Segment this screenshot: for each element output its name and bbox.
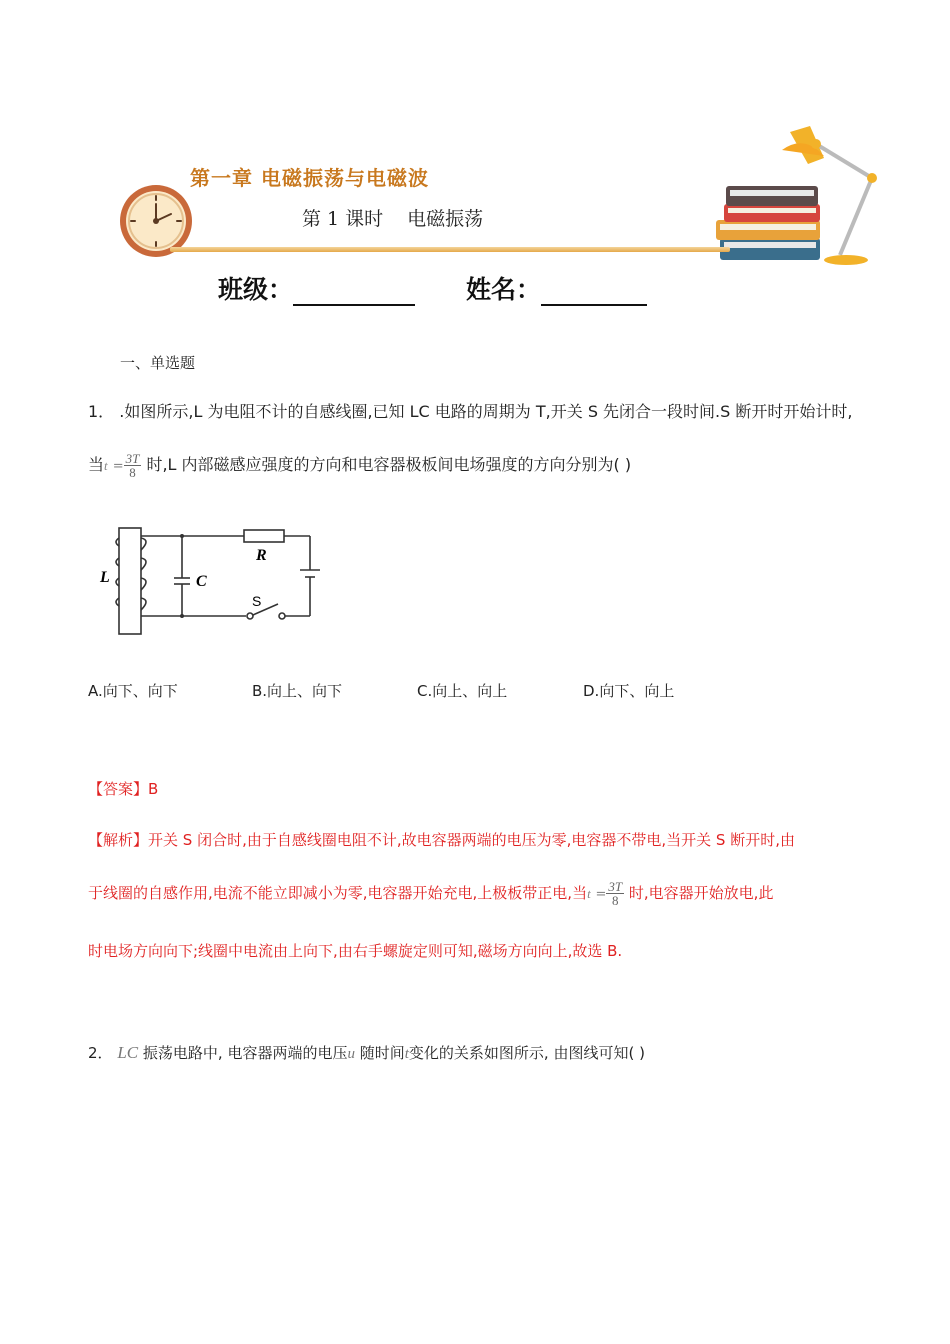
switch-label: S [252, 593, 262, 609]
q1-fraction: $\frac{3T}{8}$ [125, 451, 140, 480]
option-c[interactable]: C.向上、向上 [417, 682, 508, 700]
capacitor-label: C [196, 573, 207, 590]
lesson-name: 电磁振荡 [407, 208, 484, 230]
class-blank[interactable] [293, 278, 415, 306]
lc-circuit-diagram [96, 520, 328, 640]
books-lamp-illustration [712, 120, 890, 270]
option-b[interactable]: B.向上、向下 [252, 682, 343, 700]
analysis-fraction: $\frac{3T}{8}$ [608, 879, 623, 908]
q2-line: 2． LC 振荡电路中, 电容器两端的电压u 随时间t变化的关系如图所示, 由图线可知( ) [88, 1043, 645, 1062]
lesson-number: 第 1 课时 [302, 208, 384, 230]
analysis-line3: 时电场方向向下;线圈中电流由上向下,由右手螺旋定则可知,磁场方向向上,故选 B. [88, 942, 623, 960]
class-field [218, 270, 415, 306]
header-divider [170, 247, 730, 252]
option-d[interactable]: D.向下、向上 [583, 682, 675, 700]
name-label: 姓名： [466, 275, 542, 304]
q1-line2: 当t = $\frac{3T}{8}$ 时,L 内部磁感应强度的方向和电容器极板间电场强度的方向分别为( ) [88, 451, 632, 480]
name-blank[interactable] [541, 278, 647, 306]
answer-tag: 【答案】 [88, 780, 149, 798]
inductor-label: L [100, 569, 110, 586]
section-title: 一、单选题 [120, 354, 196, 372]
analysis-line1: 【解析】开关 S 闭合时,由于自感线圈电阻不计,故电容器两端的电压为零,电容器不带电,当开关 S 断开时,由 [88, 831, 795, 849]
chapter-title: 第一章 电磁振荡与电磁波 [190, 166, 429, 190]
option-a[interactable]: A.向下、向下 [88, 682, 178, 700]
class-label: 班级： [218, 275, 294, 304]
q1-line1: 1． .如图所示,L 为电阻不计的自感线圈,已知 LC 电路的周期为 T,开关 S 先闭合一段时间.S 断开时开始计时, [88, 402, 853, 421]
name-field [466, 270, 647, 306]
answer-value: B [148, 780, 159, 798]
analysis-line2: 于线圈的自感作用,电流不能立即减小为零,电容器开始充电,上极板带正电,当t = $\frac{3T}{8}$ 时,电容器开始放电,此 [88, 879, 774, 908]
resistor-label: R [256, 547, 267, 564]
answer [88, 782, 158, 797]
lesson-title [302, 204, 507, 231]
